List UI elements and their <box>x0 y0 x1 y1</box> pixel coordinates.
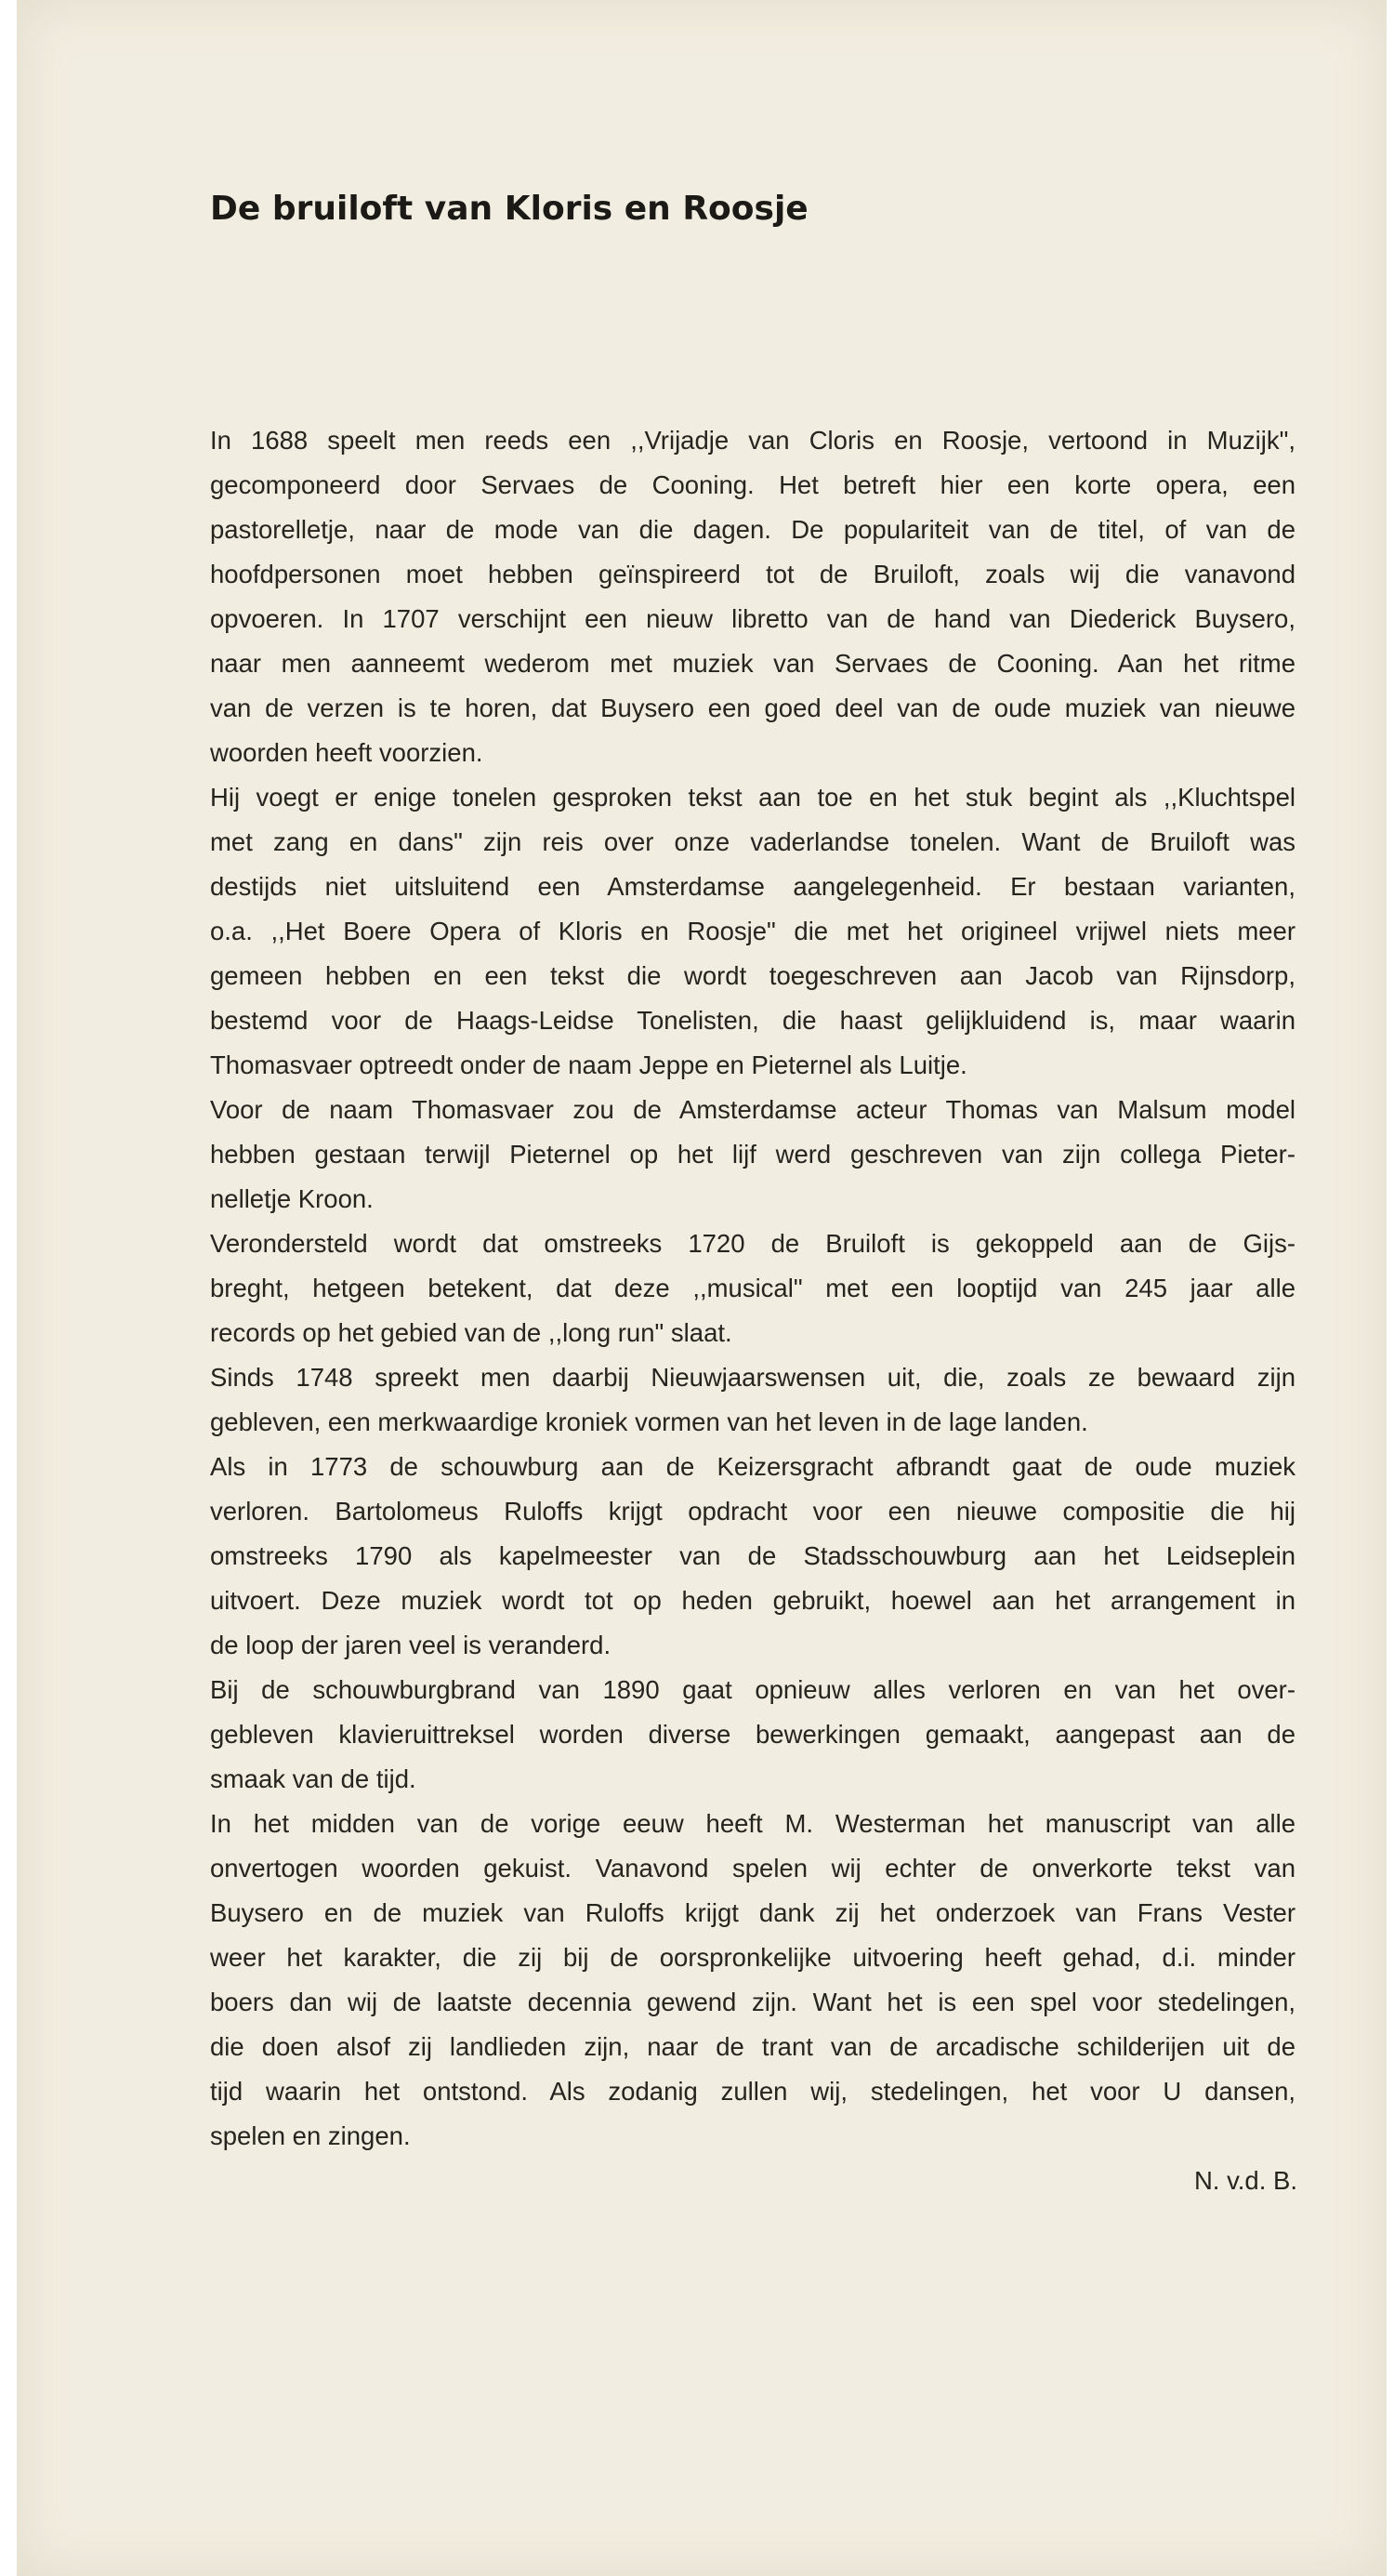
text-line: met zang en dans" zijn reis over onze vaderlandse tonelen. Want de Bruiloft was <box>210 827 1295 856</box>
text-line: breght, hetgeen betekent, dat deze ,,musical" met een looptijd van 245 jaar alle <box>210 1274 1295 1302</box>
text-line: spelen en zingen. <box>210 2121 411 2150</box>
text-line: nelletje Kroon. <box>210 1184 374 1213</box>
text-line: boers dan wij de laatste decennia gewend zijn. Want het is een spel voor stedelingen, <box>210 1988 1295 2016</box>
text-line: Bij de schouwburgbrand van 1890 gaat opnieuw alles verloren en van het over- <box>210 1675 1295 1704</box>
text-line: tijd waarin het ontstond. Als zodanig zullen wij, stedelingen, het voor U dansen, <box>210 2077 1295 2106</box>
text-line: naar men aanneemt wederom met muziek van Servaes de Cooning. Aan het ritme <box>210 649 1295 678</box>
text-line: gebleven klavieruittreksel worden diverse bewerkingen gemaakt, aangepast aan de <box>210 1720 1295 1749</box>
text-line: destijds niet uitsluitend een Amsterdamse aangelegenheid. Er bestaan varianten, <box>210 872 1295 901</box>
text-line: smaak van de tijd. <box>210 1764 416 1793</box>
scan-margin <box>0 0 17 2576</box>
text-line: hebben gestaan terwijl Pieternel op het lijf werd geschreven van zijn collega Pieter- <box>210 1140 1295 1169</box>
text-line: Buysero en de muziek van Ruloffs krijgt dank zij het onderzoek van Frans Vester <box>210 1898 1295 1927</box>
text-line: Sinds 1748 spreekt men daarbij Nieuwjaarswensen uit, die, zoals ze bewaard zijn <box>210 1363 1295 1392</box>
text-line: bestemd voor de Haags-Leidse Tonelisten, die haast gelijkluidend is, maar waarin <box>210 1006 1295 1035</box>
text-line: Voor de naam Thomasvaer zou de Amsterdamse acteur Thomas van Malsum model <box>210 1095 1295 1124</box>
text-line: opvoeren. In 1707 verschijnt een nieuw libretto van de hand van Diederick Buysero, <box>210 604 1295 633</box>
text-line: uitvoert. Deze muziek wordt tot op heden gebruikt, hoewel aan het arrangement in <box>210 1586 1295 1615</box>
document-title: De bruiloft van Kloris en Roosje <box>210 190 809 228</box>
text-line: Verondersteld wordt dat omstreeks 1720 de Bruiloft is gekoppeld aan de Gijs- <box>210 1229 1295 1258</box>
text-line: woorden heeft voorzien. <box>210 738 483 767</box>
author-signature: N. v.d. B. <box>1193 2166 1297 2195</box>
article-body <box>210 418 1295 2159</box>
text-line: omstreeks 1790 als kapelmeester van de Stadsschouwburg aan het Leidseplein <box>210 1541 1295 1570</box>
text-line: gebleven, een merkwaardige kroniek vormen van het leven in de lage landen. <box>210 1407 1088 1436</box>
text-line: Hij voegt er enige tonelen gesproken tekst aan toe en het stuk begint als ,,Kluchtspel <box>210 783 1295 812</box>
text-line: pastorelletje, naar de mode van die dagen. De populariteit van de titel, of van de <box>210 515 1295 544</box>
text-line: de loop der jaren veel is veranderd. <box>210 1631 612 1659</box>
text-line: gecomponeerd door Servaes de Cooning. Het betreft hier een korte opera, een <box>210 470 1295 499</box>
text-line: In 1688 speelt men reeds een ,,Vrijadje van Cloris en Roosje, vertoond in Muzijk", <box>210 426 1295 455</box>
text-line: Als in 1773 de schouwburg aan de Keizersgracht afbrandt gaat de oude muziek <box>210 1452 1295 1481</box>
text-line: In het midden van de vorige eeuw heeft M. Westerman het manuscript van alle <box>210 1809 1295 1838</box>
text-line: weer het karakter, die zij bij de oorspronkelijke uitvoering heeft gehad, d.i. minder <box>210 1943 1295 1972</box>
text-line: gemeen hebben en een tekst die wordt toegeschreven aan Jacob van Rijnsdorp, <box>210 961 1295 990</box>
text-line: records op het gebied van de ,,long run" slaat. <box>210 1318 732 1347</box>
text-line: o.a. ,,Het Boere Opera of Kloris en Roosje" die met het origineel vrijwel niets meer <box>210 917 1295 945</box>
text-line: hoofdpersonen moet hebben geïnspireerd tot de Bruiloft, zoals wij die vanavond <box>210 560 1295 588</box>
text-line: onvertogen woorden gekuist. Vanavond spelen wij echter de onverkorte tekst van <box>210 1854 1295 1882</box>
text-line: die doen alsof zij landlieden zijn, naar de trant van de arcadische schilderijen uit de <box>210 2032 1295 2061</box>
text-line: van de verzen is te horen, dat Buysero een goed deel van de oude muziek van nieuwe <box>210 694 1295 722</box>
text-line: verloren. Bartolomeus Ruloffs krijgt opdracht voor een nieuwe compositie die hij <box>210 1497 1295 1526</box>
text-line: Thomasvaer optreedt onder de naam Jeppe en Pieternel als Luitje. <box>210 1050 967 1079</box>
